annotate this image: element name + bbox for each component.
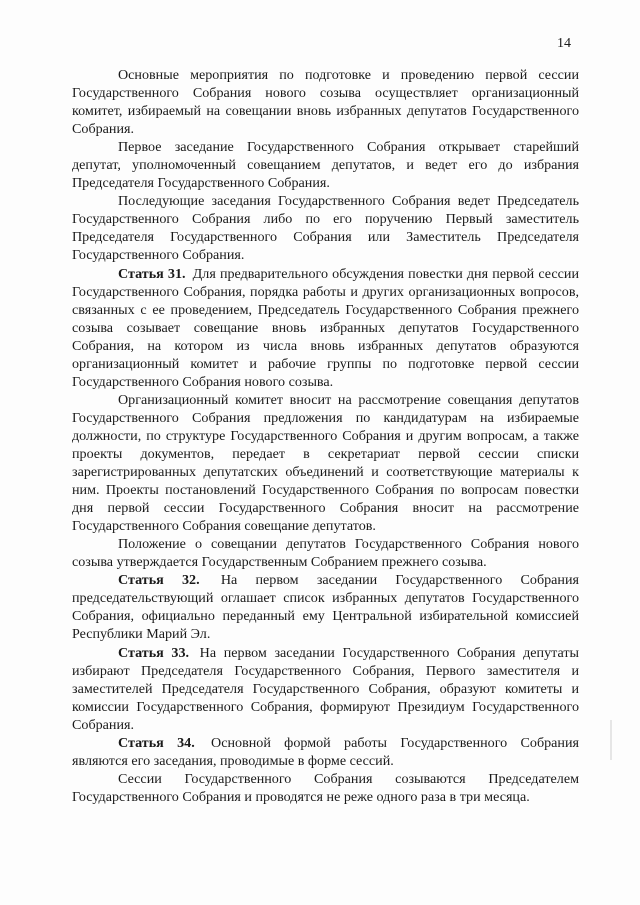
article-31-label: Статья 31. <box>118 265 186 282</box>
paragraph-organizing-committee <box>72 391 579 535</box>
paragraph-text: Первое заседание Государственного Собрания открывает старейший депутат, уполномоченный совещанием депутатов, и ведет его до избрания Председателя Государственного Собрания. <box>72 139 579 192</box>
paragraph-text: На первом заседании Государственного Собрания депутаты избирают Председателя Государственного Собрания, Первого заместителя и заместителей Председателя Государственного Собрания, образуют комитеты и комиссии Государственного Собрания, формируют Президиум Государственного Собрания. <box>72 644 579 733</box>
paragraph-deputies-meeting-regulation <box>72 535 579 571</box>
page-number: 14 <box>557 36 571 51</box>
scan-margin-mark <box>610 720 612 760</box>
document-body <box>72 66 579 806</box>
article-33-label: Статья 33. <box>118 644 190 661</box>
paragraph-sessions-frequency <box>72 770 579 806</box>
paragraph-text: Основные мероприятия по подготовке и проведению первой сессии Государственного Собрания нового созыва осуществляет организационный комитет, избираемый на совещании вновь избранных депутатов Государственного Собрания. <box>72 67 579 138</box>
paragraph-first-session-opening <box>72 138 579 192</box>
paragraph-subsequent-sessions <box>72 192 579 264</box>
article-34-label: Статья 34. <box>118 734 195 751</box>
paragraph-organizing-activities <box>72 66 579 138</box>
paragraph-article-33 <box>72 644 579 734</box>
paragraph-article-34 <box>72 734 579 770</box>
paragraph-article-31 <box>72 265 579 391</box>
paragraph-text: Последующие заседания Государственного Собрания ведет Председатель Государственного Собрания либо по его поручению Первый заместитель Председателя Государственного Собрания или Заместитель Председателя Государственного Собрания. <box>72 193 579 264</box>
article-32-label: Статья 32. <box>118 572 200 589</box>
paragraph-text: Основной формой работы Государственного Собрания являются его заседания, проводимые в форме сессий. <box>72 734 579 769</box>
paragraph-text: Положение о совещании депутатов Государственного Собрания нового созыва утверждается Государственным Собранием прежнего созыва. <box>72 536 579 571</box>
paragraph-article-32 <box>72 571 579 643</box>
paragraph-text: Для предварительного обсуждения повестки дня первой сессии Государственного Собрания, порядка работы и других организационных вопросов, связанных с ее проведением, Председатель Государственного Собрания прежнего созыва созывает совещание вновь избранных депутатов Государственного Собрания, на котором из числа вновь избранных депутатов образуются организационный комитет и рабочие группы по подготовке первой сессии Государственного Собрания нового созыва. <box>72 265 579 390</box>
paragraph-text: Организационный комитет вносит на рассмотрение совещания депутатов Государственного Собрания предложения по кандидатурам на избираемые должности, по структуре Государственного Собрания и другим вопросам, а также проекты документов, передает в секретариат первой сессии списки зарегистрированных депутатских объединений и соответствующие материалы к ним. Проекты постановлений Государственного Собрания по вопросам повестки дня первой сессии Государственного Собрания вносит на рассмотрение Государственного Собрания совещание депутатов. <box>72 391 579 535</box>
paragraph-text: На первом заседании Государственного Собрания председательствующий оглашает список избранных депутатов Государственного Собрания, официально переданный ему Центральной избирательной комиссией Республики Марий Эл. <box>72 572 579 643</box>
paragraph-text: Сессии Государственного Собрания созываются Председателем Государственного Собрания и проводятся не реже одного раза в три месяца. <box>72 770 579 805</box>
